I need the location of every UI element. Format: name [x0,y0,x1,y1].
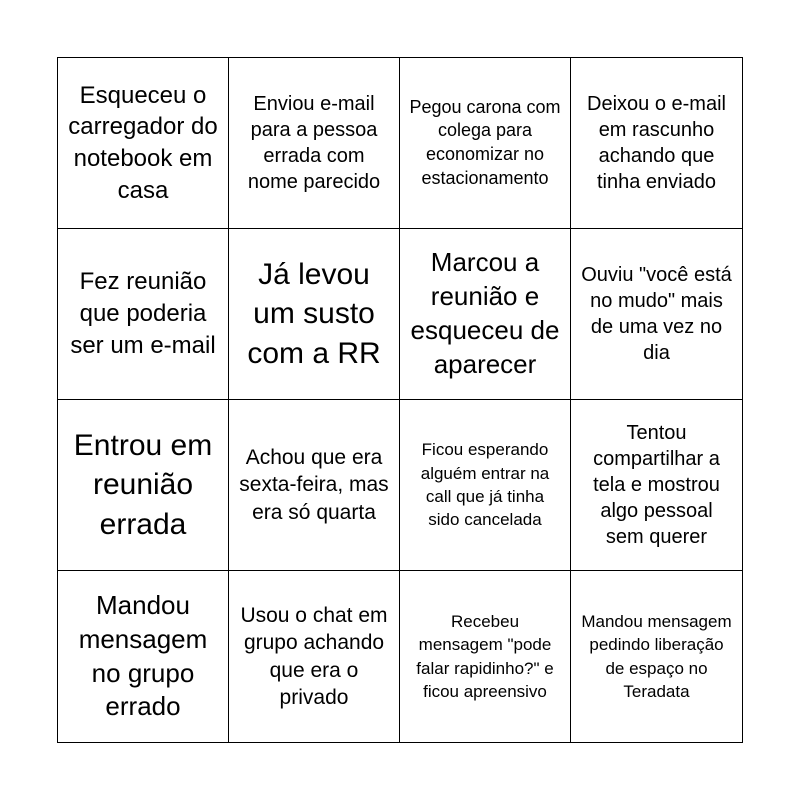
bingo-cell[interactable] [229,58,400,229]
bingo-cell[interactable] [400,400,571,571]
bingo-cell[interactable] [571,571,742,742]
bingo-cell[interactable] [58,571,229,742]
bingo-cell[interactable] [571,229,742,400]
cell-text: Pegou carona com colega para economizar no estacionamento [409,96,561,188]
bingo-cell[interactable] [400,229,571,400]
cell-text: Já levou um susto com a RR [247,257,381,370]
cell-text: Ficou esperando alguém entrar na call que já tinha sido cancelada [420,440,550,530]
cell-text: Marcou a reunião e esqueceu de aparecer [410,247,560,379]
bingo-cell[interactable] [58,400,229,571]
cell-text: Mandou mensagem no grupo errado [78,589,208,722]
cell-text: Tentou compartilhar a tela e mostrou algo pessoal sem querer [593,422,720,548]
bingo-cell[interactable] [571,58,742,229]
cell-text: Enviou e-mail para a pessoa errada com nome parecido [247,93,381,193]
cell-text: Fez reunião que poderia ser um e-mail [70,268,216,359]
bingo-cell[interactable] [229,571,400,742]
bingo-cell[interactable] [400,58,571,229]
cell-text: Achou que era sexta-feira, mas era só quarta [239,446,389,524]
cell-text: Esqueceu o carregador do notebook em casa [68,81,218,204]
bingo-cell[interactable] [229,400,400,571]
bingo-board [57,57,743,743]
bingo-cell[interactable] [571,400,742,571]
cell-text: Recebeu mensagem "pode falar rapidinho?" e ficou apreensivo [416,611,554,701]
cell-text: Entrou em reunião errada [73,428,213,541]
cell-text: Usou o chat em grupo achando que era o privado [240,603,388,709]
cell-text: Deixou o e-mail em rascunho achando que tinha enviado [587,93,726,193]
cell-text: Mandou mensagem pedindo liberação de espaço no Teradata [581,611,732,701]
bingo-cell[interactable] [58,58,229,229]
cell-text: Ouviu "você está no mudo" mais de uma vez no dia [581,264,732,364]
bingo-cell[interactable] [400,571,571,742]
bingo-cell[interactable] [229,229,400,400]
bingo-cell[interactable] [58,229,229,400]
